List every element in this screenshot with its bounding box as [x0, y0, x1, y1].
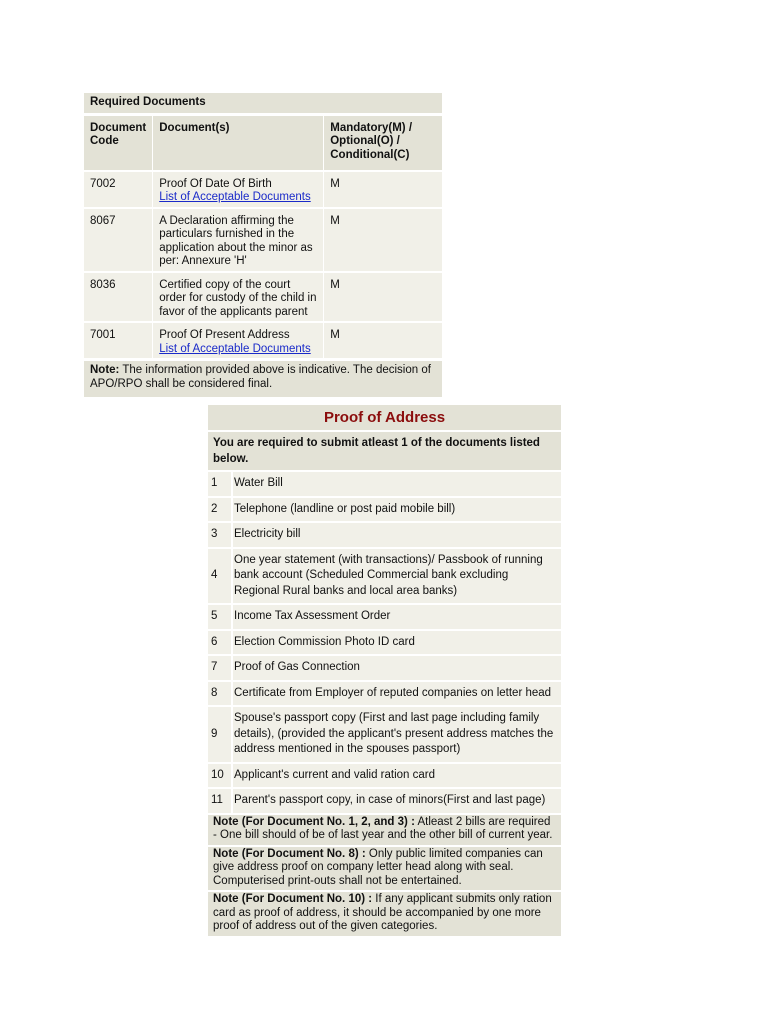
- item-text-content: Income Tax Assessment Order: [234, 610, 391, 622]
- note-label: Note (For Document No. 10) :: [213, 893, 373, 905]
- document-name: Proof Of Present Address: [159, 329, 290, 341]
- item-text-content: Water Bill: [234, 477, 283, 489]
- item-number: 10: [208, 764, 231, 788]
- document-cell: [153, 170, 324, 207]
- item-number: 2: [208, 498, 231, 522]
- item-text-content: Applicant's current and valid ration card: [234, 768, 435, 781]
- item-text-content: Election Commission Photo ID card: [234, 635, 415, 648]
- document-cell: [153, 321, 324, 358]
- header-mandatory-line2: Optional(O) /: [330, 135, 400, 147]
- note-text: Atleast 2 bills are required - One bill should of be of last year and the other bill of current year.: [213, 815, 553, 841]
- item-text-content: Proof of Gas Connection: [234, 661, 360, 673]
- note: [208, 815, 561, 845]
- item-number: 9: [208, 707, 231, 762]
- header-code-line2: Code: [90, 135, 119, 147]
- list-item: [208, 707, 561, 762]
- document-name: A Declaration affirming the particulars furnished in the application about the minor as per: Annexure 'H': [153, 207, 324, 271]
- list-item: [208, 472, 561, 496]
- mandatory-flag: M: [324, 170, 442, 207]
- item-number: 7: [208, 656, 231, 680]
- document-code: 7002: [84, 170, 153, 207]
- item-text: [233, 656, 561, 680]
- mandatory-flag: M: [324, 321, 442, 358]
- item-text: [233, 472, 561, 496]
- list-item: [208, 523, 561, 547]
- document-name: Proof Of Date Of Birth: [159, 177, 272, 190]
- document-name: Certified copy of the court order for custody of the child in favor of the applicants parent: [153, 271, 324, 322]
- note-label: Note (For Document No. 1, 2, and 3) :: [213, 815, 415, 828]
- item-text: [233, 682, 561, 706]
- note-cell: [84, 358, 442, 397]
- item-text: [233, 605, 561, 629]
- item-text-content: Electricity bill: [234, 528, 301, 540]
- item-number: 6: [208, 631, 231, 655]
- header-code-line1: Document: [90, 121, 147, 134]
- header-mandatory-line3: Conditional(C): [330, 148, 410, 161]
- item-text-content: Telephone (landline or post paid mobile bill): [234, 502, 456, 515]
- item-text: [233, 764, 561, 788]
- list-item: [208, 764, 561, 788]
- note-label: Note:: [90, 364, 120, 376]
- item-text: [233, 789, 561, 813]
- item-number: 11: [208, 789, 231, 813]
- document-code: 7001: [84, 321, 153, 358]
- document-code: 8067: [84, 207, 153, 271]
- table-row: [84, 271, 442, 322]
- item-number: 3: [208, 523, 231, 547]
- required-documents-table: [84, 93, 442, 397]
- item-number: 5: [208, 605, 231, 629]
- address-notes: [208, 815, 561, 936]
- table-header-row: [84, 114, 442, 170]
- note-text: The information provided above is indicative. The decision of APO/RPO shall be considered final.: [90, 364, 431, 390]
- header-mandatory: [324, 114, 442, 170]
- item-text-content: Certificate from Employer of reputed companies on letter head: [234, 686, 552, 699]
- note: [208, 847, 561, 891]
- header-document-code: [84, 114, 153, 170]
- item-text-content: Parent's passport copy, in case of minors(First and last page): [234, 794, 546, 806]
- note-text: If any applicant submits only ration card as proof of address, it should be accompanied by one more proof of address out of the given categories.: [213, 893, 552, 932]
- list-item: [208, 549, 561, 604]
- header-documents: Document(s): [153, 114, 324, 170]
- list-item: [208, 605, 561, 629]
- list-item: [208, 656, 561, 680]
- document-code: 8036: [84, 271, 153, 322]
- item-number: 1: [208, 472, 231, 496]
- item-number: 8: [208, 682, 231, 706]
- note-label: Note (For Document No. 8) :: [213, 847, 366, 860]
- note-text: Only public limited companies can give address proof on company letter head along with seal. Computerised print-outs shall not be entertained.: [213, 847, 543, 887]
- item-text-content: Spouse's passport copy (First and last page including family details), (provided the applicant's present address matches the address mentioned in the spouses passport): [234, 712, 554, 755]
- acceptable-documents-link[interactable]: List of Acceptable Documents: [159, 191, 311, 203]
- item-text-content: One year statement (with transactions)/ Passbook of running bank account (Scheduled Commercial bank excluding Regional Rural banks and local area banks): [234, 553, 543, 597]
- proof-of-address-title: Proof of Address: [208, 405, 561, 430]
- table-row: [84, 207, 442, 271]
- table-row: [84, 170, 442, 207]
- table-row: [84, 321, 442, 358]
- acceptable-documents-link[interactable]: List of Acceptable Documents: [159, 342, 311, 355]
- note-row: [84, 358, 442, 397]
- header-mandatory-line1: Mandatory(M) /: [330, 121, 413, 134]
- mandatory-flag: M: [324, 271, 442, 322]
- item-text: [233, 707, 561, 762]
- item-text: [233, 498, 561, 522]
- note: [208, 892, 561, 936]
- list-item: [208, 631, 561, 655]
- required-documents-title: Required Documents: [84, 93, 442, 114]
- proof-of-address-table: [208, 405, 561, 936]
- item-number: 4: [208, 549, 231, 604]
- item-text: [233, 523, 561, 547]
- item-text: [233, 549, 561, 604]
- list-item: [208, 789, 561, 813]
- list-item: [208, 682, 561, 706]
- item-text: [233, 631, 561, 655]
- address-document-list: [208, 472, 561, 813]
- proof-of-address-instruction: You are required to submit atleast 1 of the documents listed below.: [208, 432, 561, 470]
- mandatory-flag: M: [324, 207, 442, 271]
- list-item: [208, 498, 561, 522]
